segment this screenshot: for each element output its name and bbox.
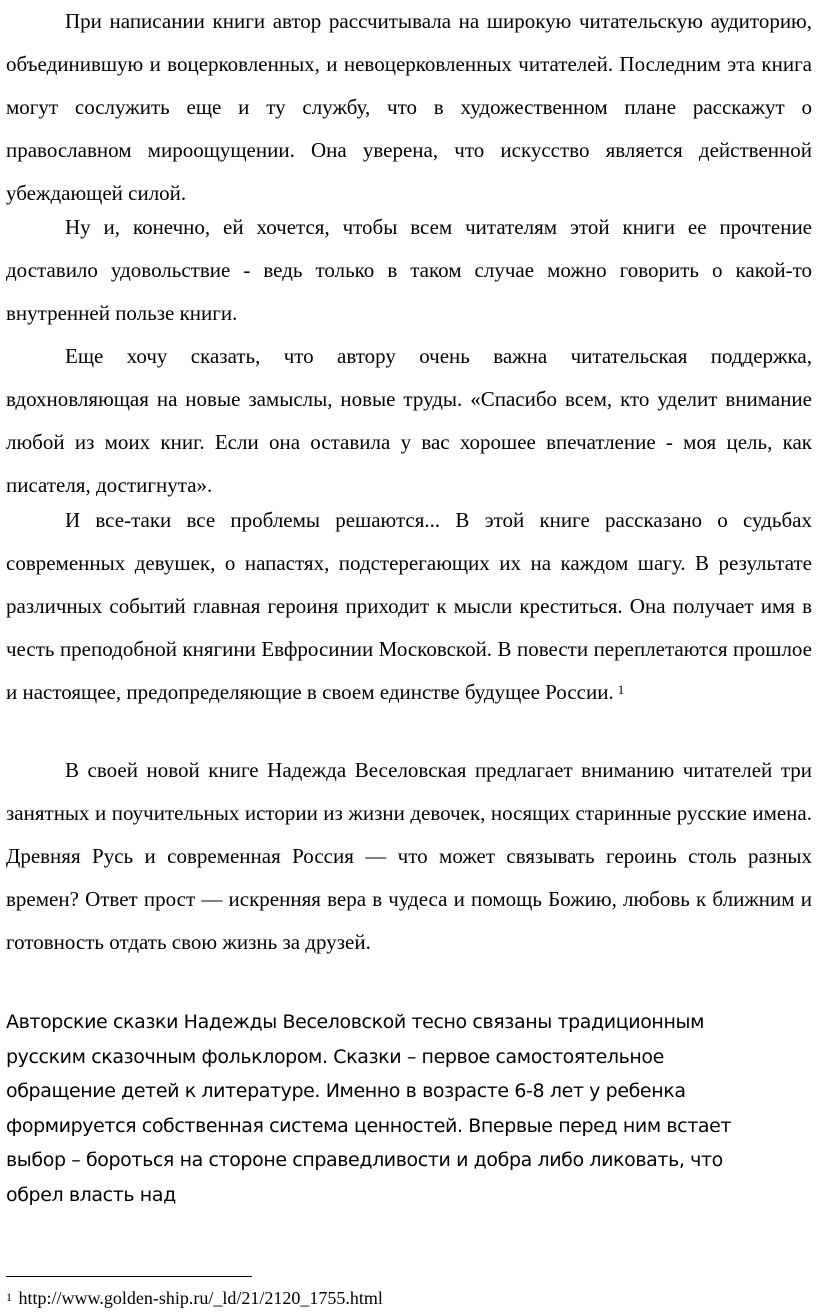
footnote	[6, 1287, 383, 1309]
fairy-tales-section	[6, 1005, 806, 1212]
section-line: формируется собственная система ценностей. Впервые перед ним встает	[6, 1114, 732, 1137]
section-line: выбор – бороться на стороне справедливости и добра либо ликовать, что	[6, 1149, 723, 1171]
footnote-divider	[6, 1276, 252, 1277]
paragraph-1: При написании книги автор рассчитывала на широкую читательскую аудиторию, объединившую и воцерковленных, и невоцерковленных читателей. Последним эта книга могут сослужить еще и ту службу, что в художественном плане расскажут о православном мироощущении. Она уверена, что искусство является действенной убеждающей силой.	[6, 9, 812, 205]
section-line: Авторские сказки Надежды Веселовской тесно связаны традиционным	[6, 1011, 705, 1033]
paragraph-4	[6, 499, 812, 714]
paragraph-4-text: И все-таки все проблемы решаются... В этой книге рассказано о судьбах современных девушек, о напастях, подстерегающих их на каждом шагу. В результате различных событий главная героиня приходит к мысли креститься. Она получает имя в честь преподобной княгини Евфросинии Московской. В повести переплетаются прошлое и настоящее, предопределяющие в своем единстве будущее России.	[6, 508, 812, 704]
footnote-mark: 1	[6, 1290, 12, 1304]
section-line: обращение детей к литературе. Именно в возрасте 6-8 лет у ребенка	[6, 1080, 686, 1102]
paragraph-5: В своей новой книге Надежда Веселовская предлагает вниманию читателей три занятных и поучительных истории из жизни девочек, носящих старинные русские имена. Древняя Русь и современная Россия — что может связывать героинь столь разных времен? Ответ прост — искренняя вера в чудеса и помощь Божию, любовь к ближним и готовность отдать свою жизнь за друзей.	[6, 758, 812, 954]
paragraph-3: Еще хочу сказать, что автору очень важна читательская поддержка, вдохновляющая на новые замыслы, новые труды. «Спасибо всем, кто уделит внимание любой из моих книг. Если она оставила у вас хорошее впечатление - моя цель, как писателя, достигнута».	[6, 344, 812, 497]
paragraph-2: Ну и, конечно, ей хочется, чтобы всем читателям этой книги ее прочтение доставило удовольствие - ведь только в таком случае можно говорить о какой-то внутренней пользе книги.	[6, 215, 812, 325]
section-line: русским сказочным фольклором. Сказки – первое самостоятельное	[6, 1045, 664, 1068]
footnote-link[interactable]: http://www.golden-ship.ru/_ld/21/2120_1755.html	[18, 1288, 383, 1308]
footnote-reference[interactable]: 1	[617, 682, 625, 697]
section-line: обрел власть над	[6, 1183, 176, 1206]
